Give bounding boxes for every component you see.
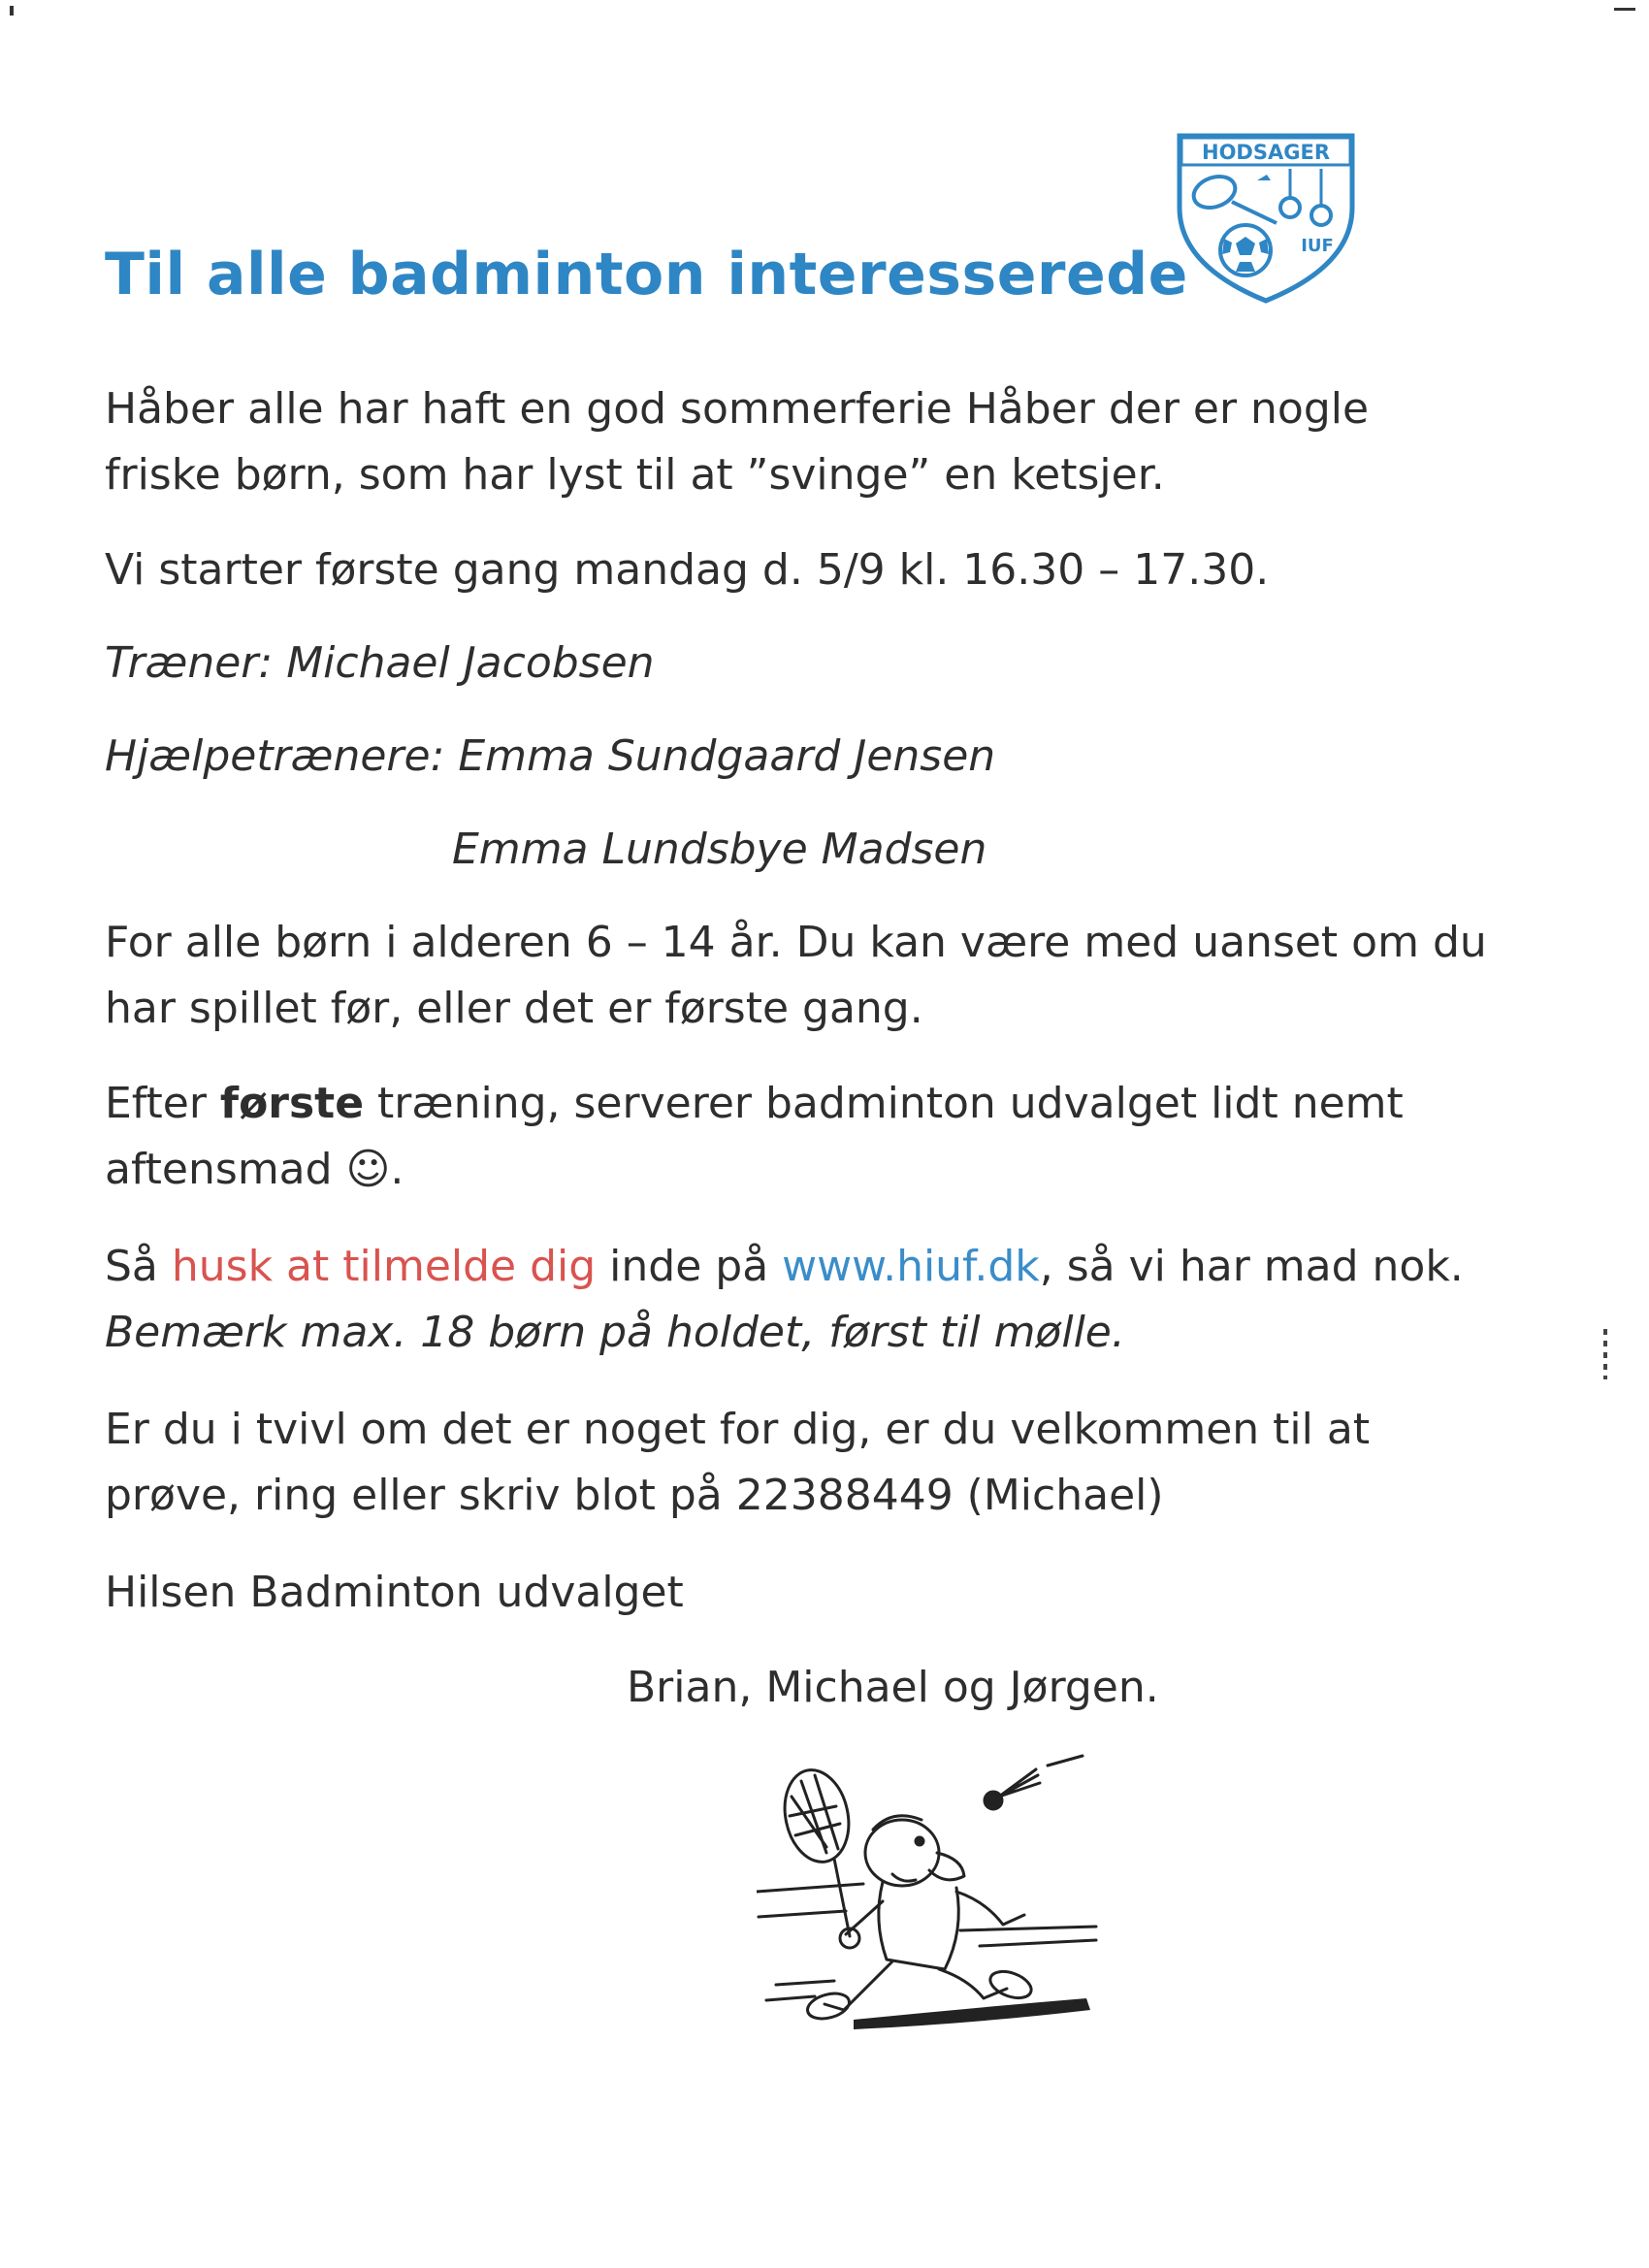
assistant-trainers: Hjælpetrænere: Emma Sundgaard Jensen <box>105 731 996 781</box>
after-rest: træning, serverer badminton udvalget lidt nemt <box>364 1079 1404 1128</box>
scan-mark <box>10 6 14 16</box>
signup-prefix: Så <box>105 1242 172 1291</box>
signup-middle: inde på <box>596 1242 783 1291</box>
after-training-line-2: aftensmad ☺. <box>105 1145 404 1194</box>
ages-line-2: har spillet før, eller det er første gang. <box>105 984 923 1033</box>
ages-line-1: For alle børn i alderen 6 – 14 år. Du kan være med uanset om du <box>105 918 1487 967</box>
signup-note: Bemærk max. 18 børn på holdet, først til mølle. <box>105 1308 1125 1357</box>
page-title: Til alle badminton interesserede <box>105 241 1188 308</box>
logo-side-text: IUF <box>1301 236 1334 256</box>
signature: Brian, Michael og Jørgen. <box>627 1663 1159 1712</box>
after-bold-word: første <box>219 1079 365 1128</box>
scan-mark <box>1614 8 1635 11</box>
greeting: Hilsen Badminton udvalget <box>105 1568 684 1617</box>
signup-highlight: husk at tilmelde dig <box>171 1242 597 1291</box>
scan-mark <box>1603 1329 1607 1379</box>
signup-suffix: , så vi har mad nok. <box>1039 1242 1464 1291</box>
club-logo-icon <box>1176 130 1356 305</box>
doubt-line-2: prøve, ring eller skriv blot på 22388449 (Michael) <box>105 1471 1164 1520</box>
doubt-line-1: Er du i tvivl om det er noget for dig, er du velkommen til at <box>105 1405 1371 1454</box>
trainer-info: Træner: Michael Jacobsen <box>105 638 655 688</box>
assistant-trainer-second: Emma Lundsbye Madsen <box>452 825 987 874</box>
after-training-line-1 <box>105 1079 1404 1128</box>
start-info: Vi starter første gang mandag d. 5/9 kl. 16.30 – 17.30. <box>105 545 1270 595</box>
badminton-player-illustration <box>757 1746 1106 2037</box>
logo-top-text: HODSAGER <box>1202 141 1330 164</box>
signup-line <box>105 1242 1464 1291</box>
intro-line-1: Håber alle har haft en god sommerferie Håber der er nogle <box>105 384 1370 434</box>
after-prefix: Efter <box>105 1079 220 1128</box>
intro-line-2: friske børn, som har lyst til at ”svinge” en ketsjer. <box>105 450 1165 500</box>
website-link[interactable]: www.hiuf.dk <box>782 1242 1040 1291</box>
